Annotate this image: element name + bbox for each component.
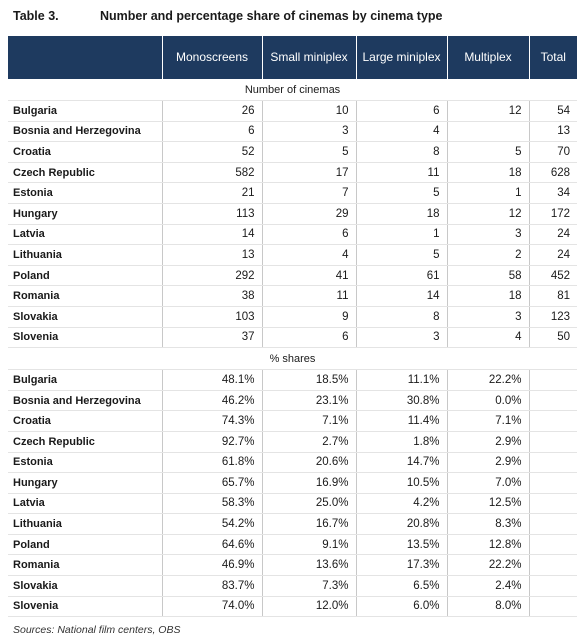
table-row [8,534,577,555]
table-row [8,203,577,224]
small-miniplex-cell: 7.1% [262,411,356,432]
small-miniplex-cell: 5 [262,142,356,163]
multiplex-cell: 7.0% [447,473,529,494]
small-miniplex-cell: 3 [262,121,356,142]
multiplex-cell: 1 [447,183,529,204]
total-cell: 123 [529,306,577,327]
multiplex-cell: 3 [447,224,529,245]
monoscreens-cell: 92.7% [162,431,262,452]
table-row [8,473,577,494]
country-cell: Bulgaria [8,101,162,122]
total-cell [529,390,577,411]
large-miniplex-cell: 1.8% [356,431,447,452]
monoscreens-cell: 46.9% [162,555,262,576]
section-label: % shares [8,348,577,370]
monoscreens-cell: 14 [162,224,262,245]
country-cell: Croatia [8,411,162,432]
large-miniplex-cell: 8 [356,142,447,163]
large-miniplex-cell: 4 [356,121,447,142]
section-row-counts [8,79,577,101]
large-miniplex-cell: 3 [356,327,447,348]
monoscreens-cell: 38 [162,286,262,307]
monoscreens-cell: 54.2% [162,514,262,535]
large-miniplex-cell: 5 [356,183,447,204]
total-cell [529,370,577,391]
multiplex-cell: 3 [447,306,529,327]
country-cell: Romania [8,286,162,307]
small-miniplex-cell: 6 [262,224,356,245]
small-miniplex-cell: 4 [262,245,356,266]
multiplex-cell: 18 [447,286,529,307]
small-miniplex-cell: 2.7% [262,431,356,452]
large-miniplex-cell: 30.8% [356,390,447,411]
country-cell: Czech Republic [8,431,162,452]
country-cell: Lithuania [8,245,162,266]
total-cell [529,555,577,576]
header-multiplex: Multiplex [447,36,529,79]
large-miniplex-cell: 10.5% [356,473,447,494]
header-total: Total [529,36,577,79]
large-miniplex-cell: 1 [356,224,447,245]
total-cell: 70 [529,142,577,163]
multiplex-cell: 12 [447,101,529,122]
country-cell: Latvia [8,493,162,514]
total-cell: 24 [529,224,577,245]
monoscreens-cell: 13 [162,245,262,266]
table-row [8,411,577,432]
country-cell: Slovakia [8,306,162,327]
monoscreens-cell: 48.1% [162,370,262,391]
small-miniplex-cell: 16.9% [262,473,356,494]
multiplex-cell: 4 [447,327,529,348]
table-row [8,452,577,473]
small-miniplex-cell: 13.6% [262,555,356,576]
header-small-miniplex: Small miniplex [262,36,356,79]
country-cell: Poland [8,534,162,555]
monoscreens-cell: 61.8% [162,452,262,473]
large-miniplex-cell: 11 [356,162,447,183]
table-row [8,286,577,307]
table-row [8,555,577,576]
total-cell [529,452,577,473]
monoscreens-cell: 74.0% [162,596,262,617]
monoscreens-cell: 74.3% [162,411,262,432]
large-miniplex-cell: 18 [356,203,447,224]
multiplex-cell: 22.2% [447,370,529,391]
small-miniplex-cell: 23.1% [262,390,356,411]
large-miniplex-cell: 6.0% [356,596,447,617]
country-cell: Estonia [8,452,162,473]
table-title: Number and percentage share of cinemas by cinema type [100,9,443,23]
header-large-miniplex: Large miniplex [356,36,447,79]
total-cell [529,576,577,597]
table-row [8,327,577,348]
multiplex-cell: 2.9% [447,431,529,452]
country-cell: Hungary [8,473,162,494]
table-row [8,183,577,204]
multiplex-cell: 58 [447,265,529,286]
large-miniplex-cell: 6.5% [356,576,447,597]
multiplex-cell: 12.5% [447,493,529,514]
small-miniplex-cell: 18.5% [262,370,356,391]
multiplex-cell: 2 [447,245,529,266]
country-cell: Slovenia [8,327,162,348]
header-monoscreens: Monoscreens [162,36,262,79]
table-row [8,596,577,617]
table-row [8,370,577,391]
multiplex-cell: 2.9% [447,452,529,473]
table-row [8,493,577,514]
country-cell: Poland [8,265,162,286]
total-cell: 50 [529,327,577,348]
large-miniplex-cell: 20.8% [356,514,447,535]
section-row-shares [8,348,577,370]
country-cell: Slovenia [8,596,162,617]
small-miniplex-cell: 11 [262,286,356,307]
small-miniplex-cell: 7.3% [262,576,356,597]
large-miniplex-cell: 61 [356,265,447,286]
cinema-table [8,36,577,617]
monoscreens-cell: 26 [162,101,262,122]
table-body [8,79,577,617]
table-number: Table 3. [13,9,59,23]
total-cell: 172 [529,203,577,224]
large-miniplex-cell: 13.5% [356,534,447,555]
small-miniplex-cell: 41 [262,265,356,286]
multiplex-cell: 2.4% [447,576,529,597]
large-miniplex-cell: 8 [356,306,447,327]
large-miniplex-cell: 14.7% [356,452,447,473]
small-miniplex-cell: 12.0% [262,596,356,617]
multiplex-cell: 22.2% [447,555,529,576]
section-label: Number of cinemas [8,79,577,101]
total-cell [529,596,577,617]
monoscreens-cell: 52 [162,142,262,163]
monoscreens-cell: 83.7% [162,576,262,597]
table-row [8,245,577,266]
header-row [8,36,577,79]
small-miniplex-cell: 7 [262,183,356,204]
header-country [8,36,162,79]
country-cell: Czech Republic [8,162,162,183]
monoscreens-cell: 65.7% [162,473,262,494]
table-row [8,306,577,327]
total-cell: 628 [529,162,577,183]
country-cell: Estonia [8,183,162,204]
total-cell: 34 [529,183,577,204]
country-cell: Latvia [8,224,162,245]
large-miniplex-cell: 5 [356,245,447,266]
monoscreens-cell: 64.6% [162,534,262,555]
country-cell: Romania [8,555,162,576]
small-miniplex-cell: 16.7% [262,514,356,535]
table-row [8,142,577,163]
small-miniplex-cell: 9.1% [262,534,356,555]
multiplex-cell [447,121,529,142]
country-cell: Slovakia [8,576,162,597]
monoscreens-cell: 292 [162,265,262,286]
multiplex-cell: 0.0% [447,390,529,411]
total-cell [529,431,577,452]
table-row [8,576,577,597]
multiplex-cell: 12.8% [447,534,529,555]
total-cell: 54 [529,101,577,122]
multiplex-cell: 8.0% [447,596,529,617]
table-row [8,101,577,122]
small-miniplex-cell: 29 [262,203,356,224]
country-cell: Bosnia and Herzegovina [8,390,162,411]
country-cell: Croatia [8,142,162,163]
multiplex-cell: 8.3% [447,514,529,535]
table-row [8,162,577,183]
multiplex-cell: 18 [447,162,529,183]
total-cell [529,514,577,535]
large-miniplex-cell: 17.3% [356,555,447,576]
total-cell: 24 [529,245,577,266]
total-cell [529,473,577,494]
monoscreens-cell: 6 [162,121,262,142]
table-row [8,121,577,142]
multiplex-cell: 12 [447,203,529,224]
multiplex-cell: 5 [447,142,529,163]
total-cell: 13 [529,121,577,142]
country-cell: Lithuania [8,514,162,535]
country-cell: Hungary [8,203,162,224]
total-cell [529,493,577,514]
monoscreens-cell: 37 [162,327,262,348]
small-miniplex-cell: 20.6% [262,452,356,473]
small-miniplex-cell: 17 [262,162,356,183]
table-row [8,390,577,411]
table-title-bar [13,6,442,26]
small-miniplex-cell: 6 [262,327,356,348]
large-miniplex-cell: 4.2% [356,493,447,514]
total-cell: 81 [529,286,577,307]
source-note: Sources: National film centers, OBS [13,624,181,636]
table-row [8,224,577,245]
monoscreens-cell: 46.2% [162,390,262,411]
small-miniplex-cell: 9 [262,306,356,327]
table-row [8,514,577,535]
country-cell: Bulgaria [8,370,162,391]
country-cell: Bosnia and Herzegovina [8,121,162,142]
small-miniplex-cell: 10 [262,101,356,122]
large-miniplex-cell: 11.4% [356,411,447,432]
table-row [8,431,577,452]
total-cell [529,411,577,432]
large-miniplex-cell: 14 [356,286,447,307]
large-miniplex-cell: 6 [356,101,447,122]
total-cell: 452 [529,265,577,286]
multiplex-cell: 7.1% [447,411,529,432]
monoscreens-cell: 21 [162,183,262,204]
monoscreens-cell: 113 [162,203,262,224]
monoscreens-cell: 582 [162,162,262,183]
table-row [8,265,577,286]
monoscreens-cell: 58.3% [162,493,262,514]
large-miniplex-cell: 11.1% [356,370,447,391]
monoscreens-cell: 103 [162,306,262,327]
small-miniplex-cell: 25.0% [262,493,356,514]
total-cell [529,534,577,555]
